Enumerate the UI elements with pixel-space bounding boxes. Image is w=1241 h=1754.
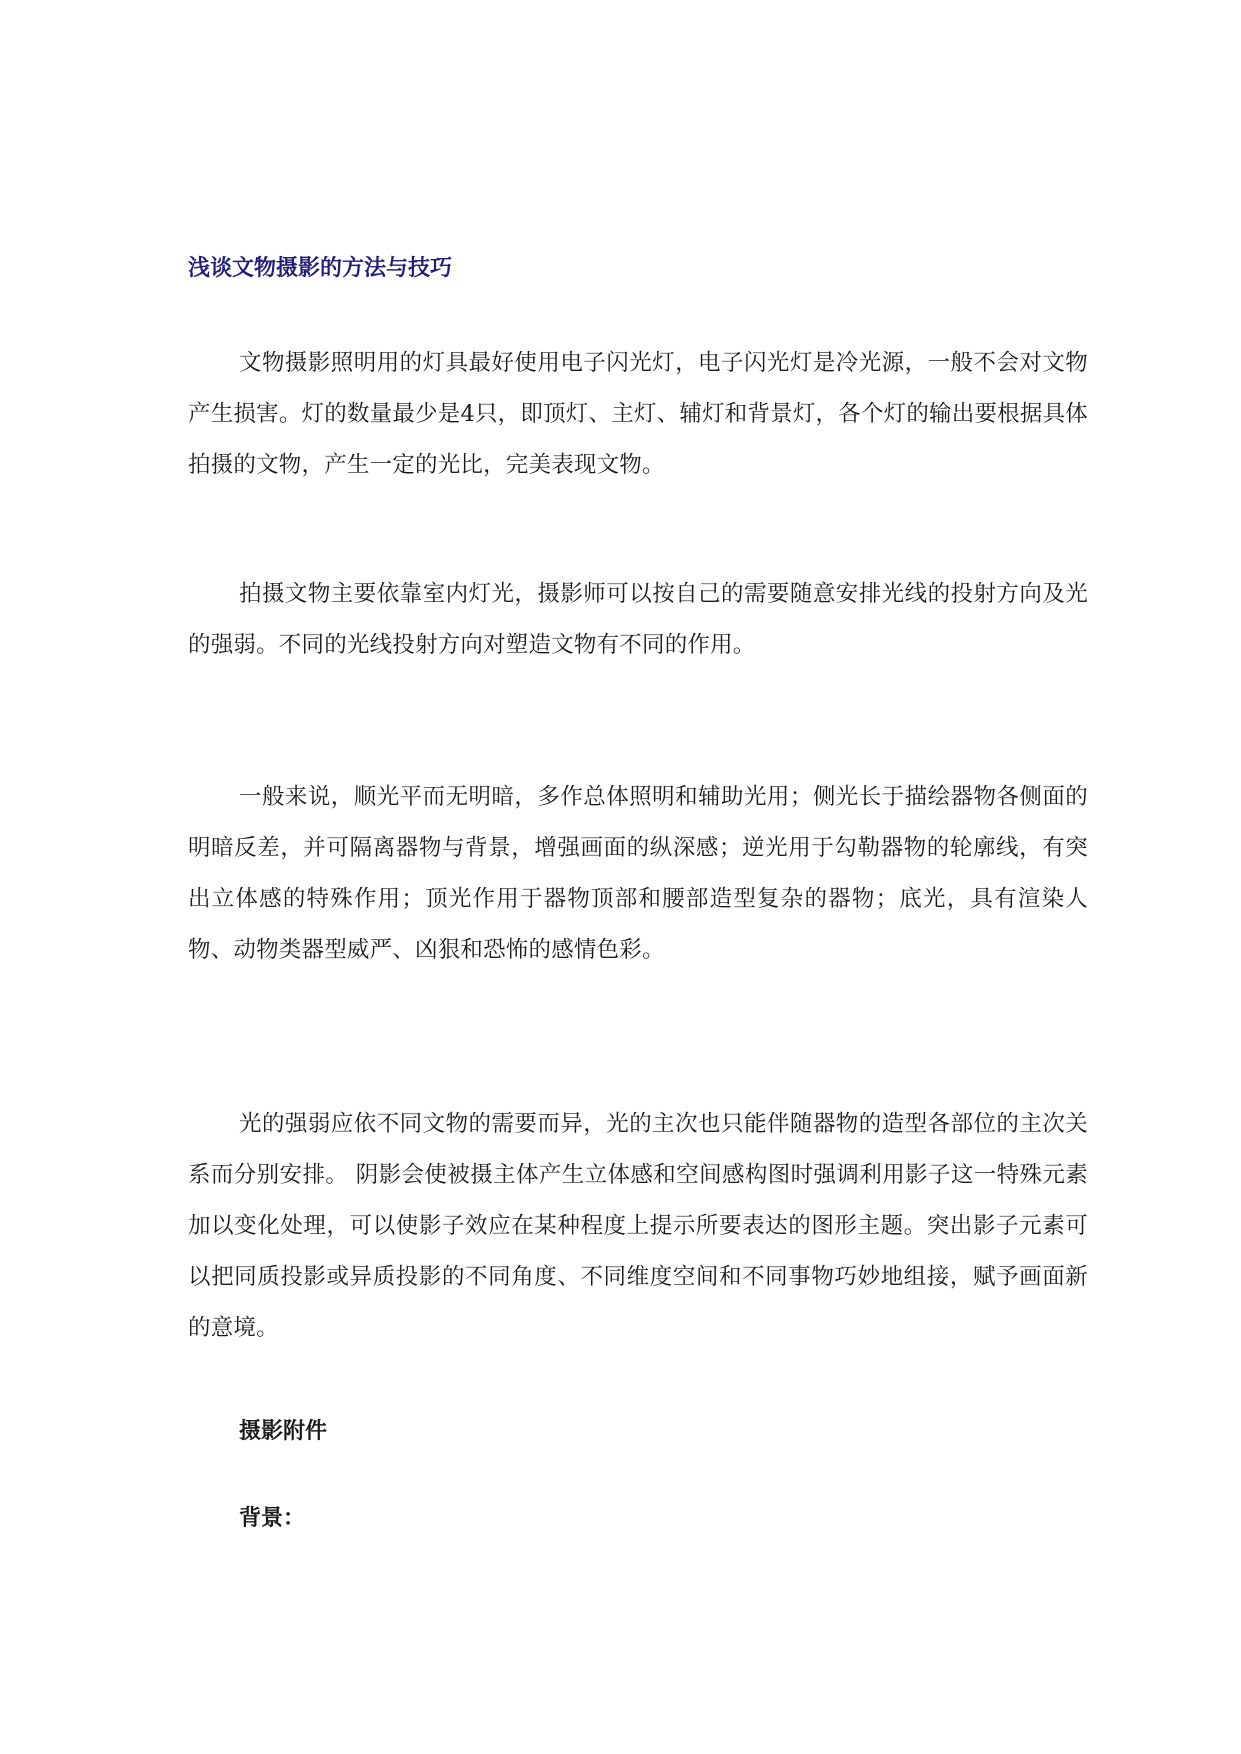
subheading-accessories: 摄影附件	[239, 1419, 328, 1444]
paragraph-lighting-equipment: 文物摄影照明用的灯具最好使用电子闪光灯，电子闪光灯是冷光源，一般不会对文物产生损害。灯的数量最少是4只，即顶灯、主灯、辅灯和背景灯，各个灯的输出要根据具体拍摄的文物，产生一定的光比，完美表现文物。	[188, 350, 1088, 478]
paragraph-light-intensity-shadows: 光的强弱应依不同文物的需要而异，光的主次也只能伴随器物的造型各部位的主次关系而分别安排。 阴影会使被摄主体产生立体感和空间感构图时强调利用影子这一特殊元素加以变化处理，可以使影子效应在某种程度上提示所要表达的图形主题。突出影子元素可以把同质投影或异质投影的不同角度、不同维度空间和不同事物巧妙地组接，赋予画面新的意境。	[188, 1111, 1088, 1341]
document-title: 浅谈文物摄影的方法与技巧	[188, 256, 453, 281]
paragraph-light-directions: 一般来说，顺光平而无明暗，多作总体照明和辅助光用；侧光长于描绘器物各侧面的明暗反差，并可隔离器物与背景，增强画面的纵深感；逆光用于勾勒器物的轮廓线，有突出立体感的特殊作用；顶光作用于器物顶部和腰部造型复杂的器物；底光，具有渲染人物、动物类器型威严、凶狠和恐怖的感情色彩。	[188, 784, 1088, 963]
paragraph-indoor-lighting: 拍摄文物主要依靠室内灯光，摄影师可以按自己的需要随意安排光线的投射方向及光的强弱。不同的光线投射方向对塑造文物有不同的作用。	[188, 581, 1088, 658]
subheading-background: 背景：	[239, 1506, 306, 1531]
